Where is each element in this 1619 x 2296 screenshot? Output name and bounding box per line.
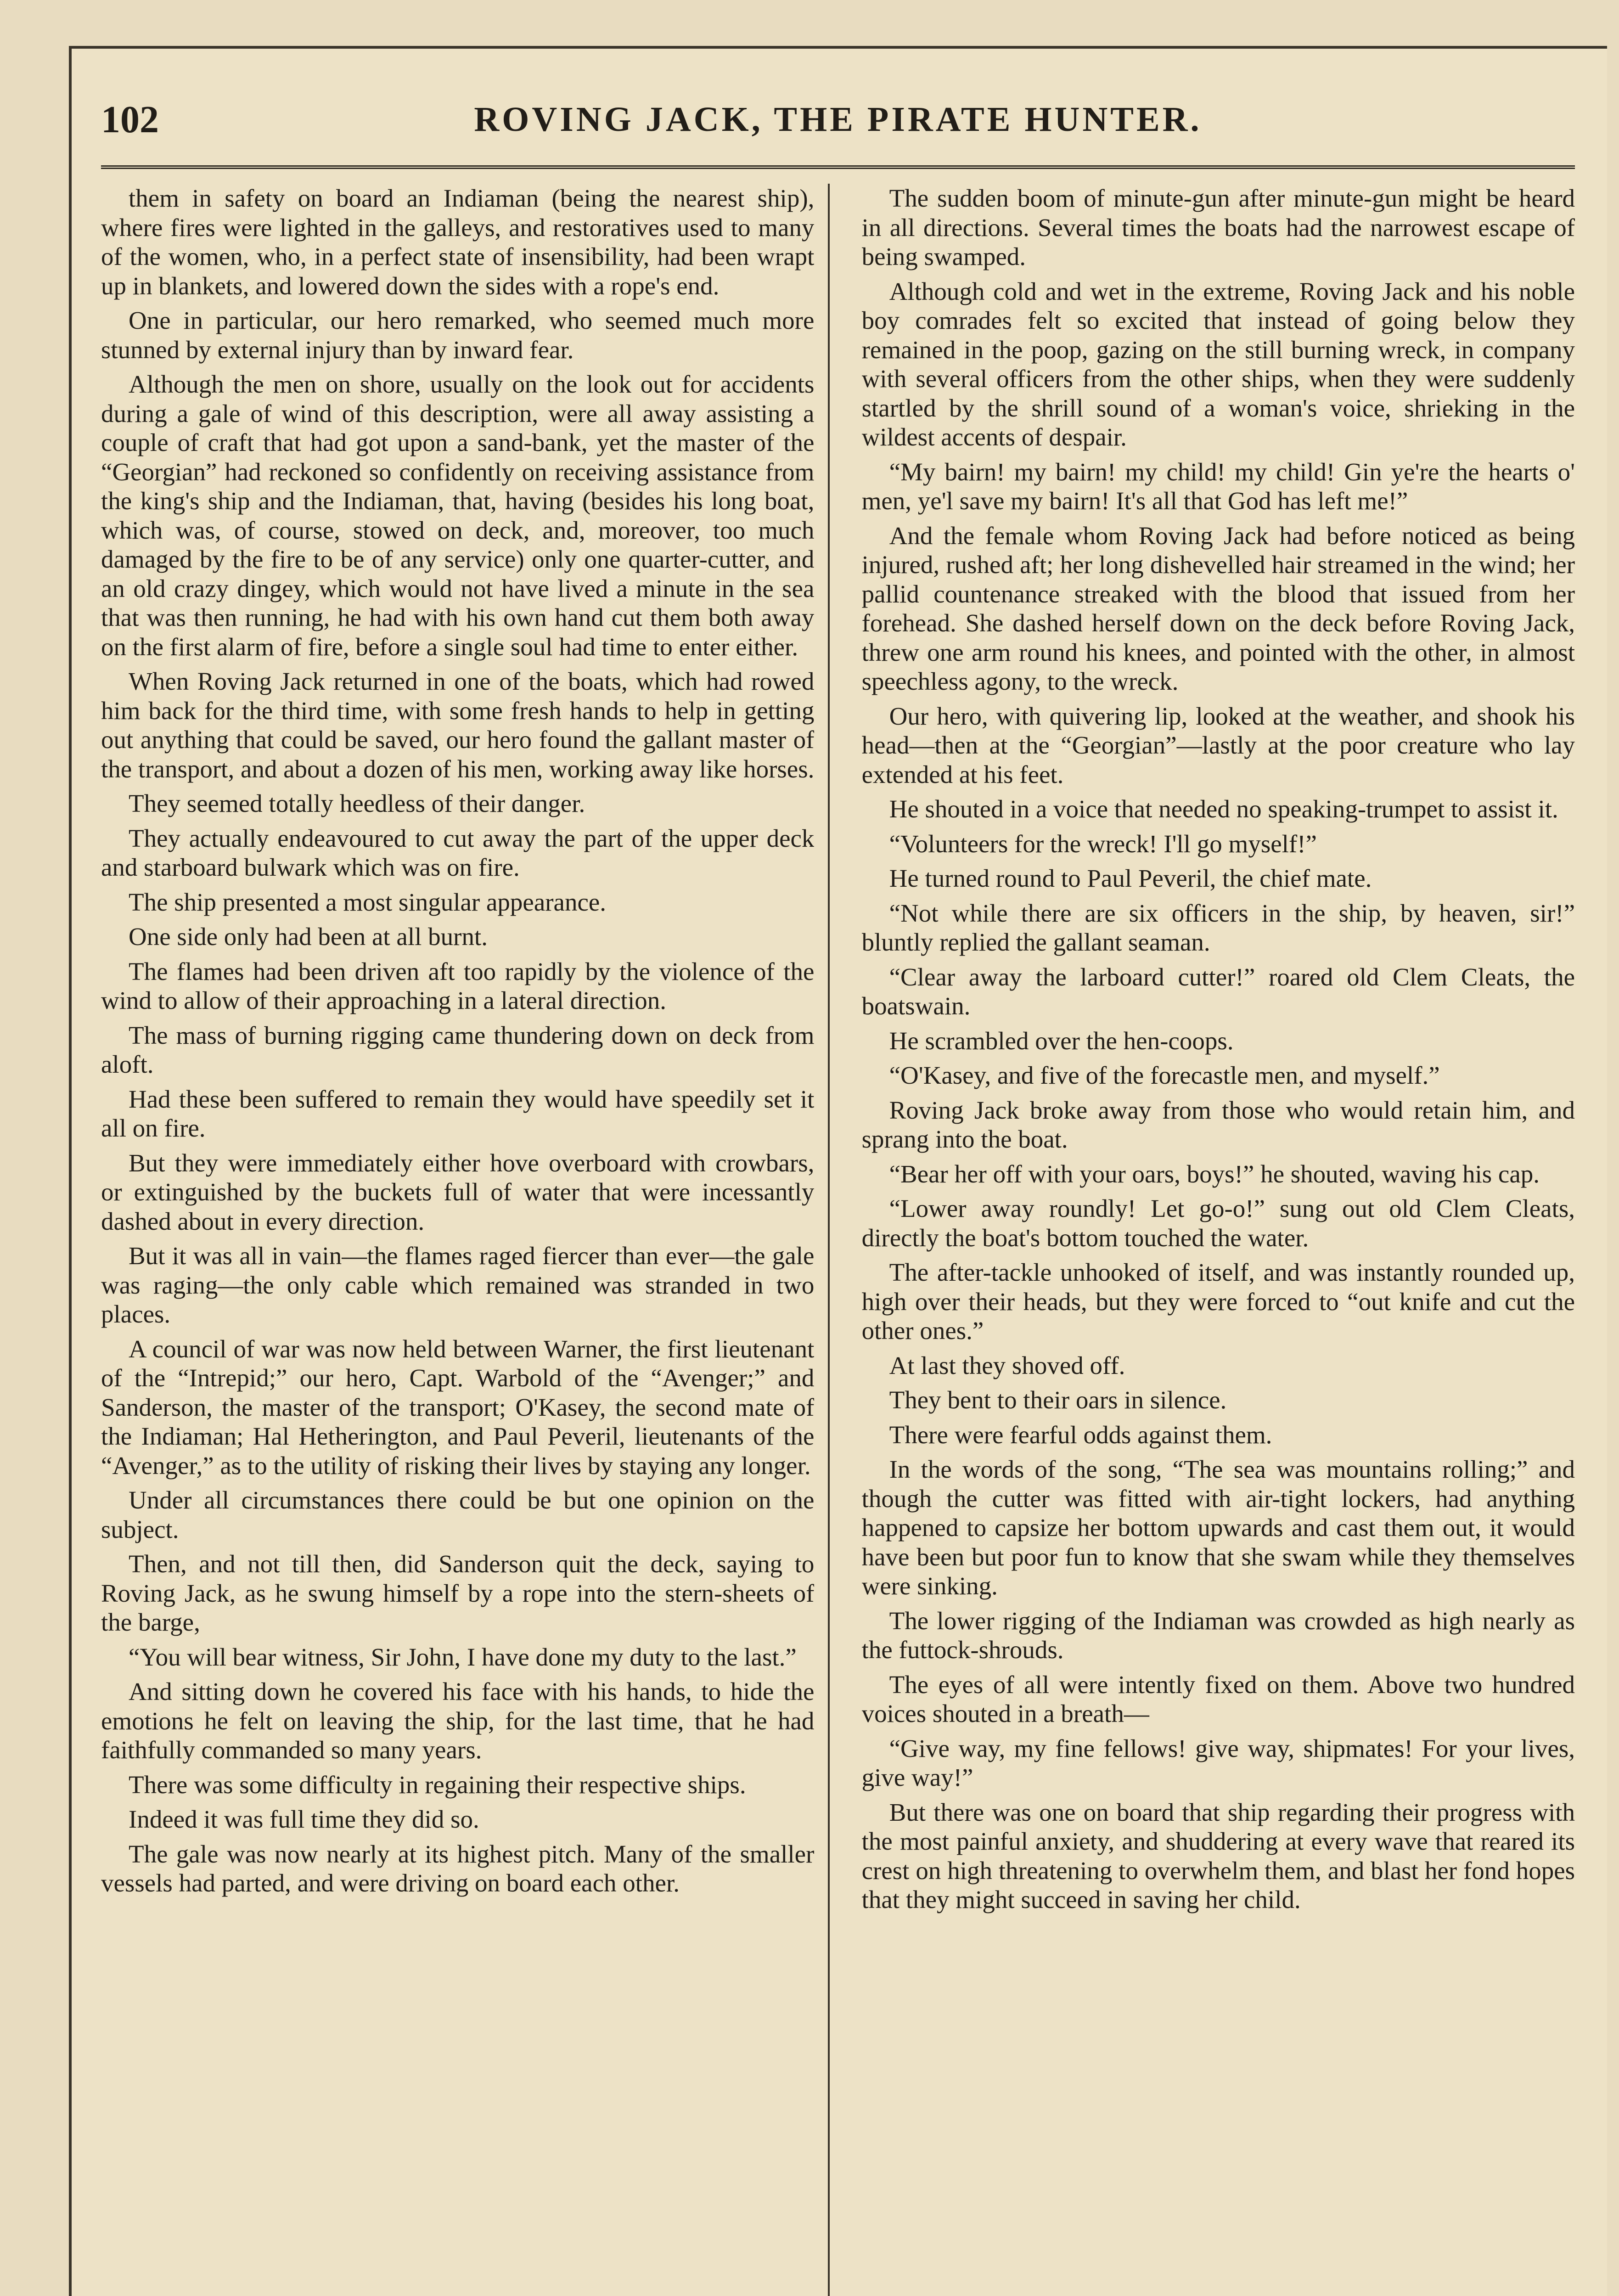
paragraph: The lower rigging of the Indiaman was crowded as high nearly as the futtock-shrouds. [861,1606,1575,1664]
paragraph: “Volunteers for the wreck! I'll go myself!” [889,829,1317,858]
paragraph: They seemed totally heedless of their danger. [129,789,585,817]
paragraph: When Roving Jack returned in one of the boats, which had rowed him back for the third time, with some fresh hands to help in getting out anything that could be saved, our hero found the gallant master of the transport, and about a dozen of his men, working away like horses. [101,667,815,783]
paragraph: There were fearful odds against them. [889,1420,1272,1449]
paragraph: But they were immediately either hove overboard with crowbars, or extinguished by the buckets full of water that were incessantly dashed about in every direction. [101,1148,815,1235]
paragraph: “Bear her off with your oars, boys!” he shouted, waving his cap. [889,1159,1540,1188]
paragraph: “You will bear witness, Sir John, I have done my duty to the last.” [129,1643,797,1671]
paragraph: Although cold and wet in the extreme, Roving Jack and his noble boy comrades felt so excited that instead of going below they remained in the poop, gazing on the still burning wreck, in company with several officers from the other ships, when they were suddenly startled by the shrill sound of a woman's voice, shrieking in the wildest accents of despair. [861,277,1575,451]
left-column [101,184,814,2296]
paragraph: They actually endeavoured to cut away the part of the upper deck and starboard bulwark which was on fire. [101,824,815,881]
page-number: 102 [101,98,159,141]
text-columns [101,184,1575,2296]
paragraph: And the female whom Roving Jack had before noticed as being injured, rushed aft; her long dishevelled hair streamed in the wind; her pallid countenance streaked with the blood that issued from her forehead. She dashed herself down on the deck before Roving Jack, threw one arm round his knees, and pointed with the other, in almost speechless agony, to the wreck. [861,521,1575,695]
paragraph: The gale was now nearly at its highest pitch. Many of the smaller vessels had parted, and were driving on board each other. [101,1840,815,1897]
page-header [101,73,1575,169]
paragraph: Roving Jack broke away from those who would retain him, and sprang into the boat. [861,1096,1575,1153]
paragraph: He scrambled over the hen-coops. [889,1026,1234,1055]
paragraph: He turned round to Paul Peveril, the chief mate. [889,864,1372,892]
paragraph: The eyes of all were intently fixed on them. Above two hundred voices shouted in a breath— [861,1670,1575,1728]
paragraph: them in safety on board an Indiaman (being the nearest ship), where fires were lighted in the galleys, and restoratives used to many of the women, who, in a perfect state of insensibility, had been wrapt up in blankets, and lowered down the sides with a rope's end. [101,184,815,300]
paragraph: The ship presented a most singular appearance. [129,888,607,916]
paragraph: In the words of the song, “The sea was mountains rolling;” and though the cutter was fitted with air-tight lockers, had anything happened to capsize her bottom upwards and cast them out, it would have been but poor fun to know that she swam while they themselves were sinking. [861,1455,1575,1600]
paragraph: There was some difficulty in regaining their respective ships. [129,1770,746,1799]
running-title: ROVING JACK, THE PIRATE HUNTER. [474,100,1202,139]
paragraph: Then, and not till then, did Sanderson quit the deck, saying to Roving Jack, as he swung himself by a rope into the stern-sheets of the barge, [101,1550,815,1636]
paragraph: The sudden boom of minute-gun after minute-gun might be heard in all directions. Several times the boats had the narrowest escape of being swamped. [861,184,1575,270]
paragraph: “O'Kasey, and five of the forecastle men, and myself.” [889,1061,1440,1089]
paragraph: The flames had been driven aft too rapidly by the violence of the wind to allow of their approaching in a lateral direction. [101,957,815,1014]
paragraph: And sitting down he covered his face with his hands, to hide the emotions he felt on leaving the ship, for the last time, that he had faithfully commanded so many years. [101,1677,815,1764]
paragraph: He shouted in a voice that needed no speaking-trumpet to assist it. [889,795,1558,823]
paragraph: One side only had been at all burnt. [129,923,488,951]
paragraph: Had these been suffered to remain they would have speedily set it all on fire. [101,1085,815,1142]
paragraph: “Give way, my fine fellows! give way, shipmates! For your lives, give way!” [861,1734,1575,1791]
column-divider [828,184,848,2296]
paragraph: At last they shoved off. [889,1351,1125,1379]
paragraph: Our hero, with quivering lip, looked at the weather, and shook his head—then at the “Georgian”—lastly at the poor creature who lay extended at his feet. [861,702,1575,788]
paragraph: They bent to their oars in silence. [889,1386,1227,1414]
paragraph: A council of war was now held between Warner, the first lieutenant of the “Intrepid;” our hero, Capt. Warbold of the “Avenger;” and Sanderson, the master of the transport; O'Kasey, the second mate of the Indiaman; Hal Hetherington, and Paul Peveril, lieutenants of the “Avenger,” as to the utility of risking their lives by staying any longer. [101,1334,815,1480]
paragraph: Under all circumstances there could be but one opinion on the subject. [101,1486,815,1543]
paragraph: “Not while there are six officers in the ship, by heaven, sir!” bluntly replied the gallant seaman. [861,899,1575,956]
right-column [862,184,1575,2296]
paragraph: “Clear away the larboard cutter!” roared old Clem Cleats, the boatswain. [861,962,1575,1020]
paragraph: Although the men on shore, usually on the look out for accidents during a gale of wind of this description, were all away assisting a couple of craft that had got upon a sand-bank, yet the master of the “Georgian” had reckoned so confidently on receiving assistance from the king's ship and the Indiaman, that, having (besides his long boat, which was, of course, stowed on deck, and, moreover, too much damaged by the fire to be of any service) only one quarter-cutter, and an old crazy dingey, which would not have lived a minute in the sea that was then running, he had with his own hand cut them both away on the first alarm of fire, before a single soul had time to enter either. [101,370,815,661]
paragraph: The mass of burning rigging came thundering down on deck from aloft. [101,1021,815,1078]
paragraph: But it was all in vain—the flames raged fiercer than ever—the gale was raging—the only cable which remained was stranded in two places. [101,1242,815,1328]
paragraph: “My bairn! my bairn! my child! my child! Gin ye're the hearts o' men, ye'l save my bairn! It's all that God has left me!” [861,457,1575,515]
book-page [69,46,1607,2296]
paragraph: The after-tackle unhooked of itself, and was instantly rounded up, high over their heads, but they were forced to “out knife and cut the other ones.” [861,1258,1575,1345]
paragraph: Indeed it was full time they did so. [129,1805,479,1833]
paragraph: But there was one on board that ship regarding their progress with the most painful anxiety, and shuddering at every wave that reared its crest on high threatening to overwhelm them, and blast her fond hopes that they might succeed in saving her child. [861,1798,1575,1913]
paragraph: “Lower away roundly! Let go-o!” sung out old Clem Cleats, directly the boat's bottom touched the water. [861,1194,1575,1252]
paragraph: One in particular, our hero remarked, who seemed much more stunned by external injury than by inward fear. [101,306,815,364]
